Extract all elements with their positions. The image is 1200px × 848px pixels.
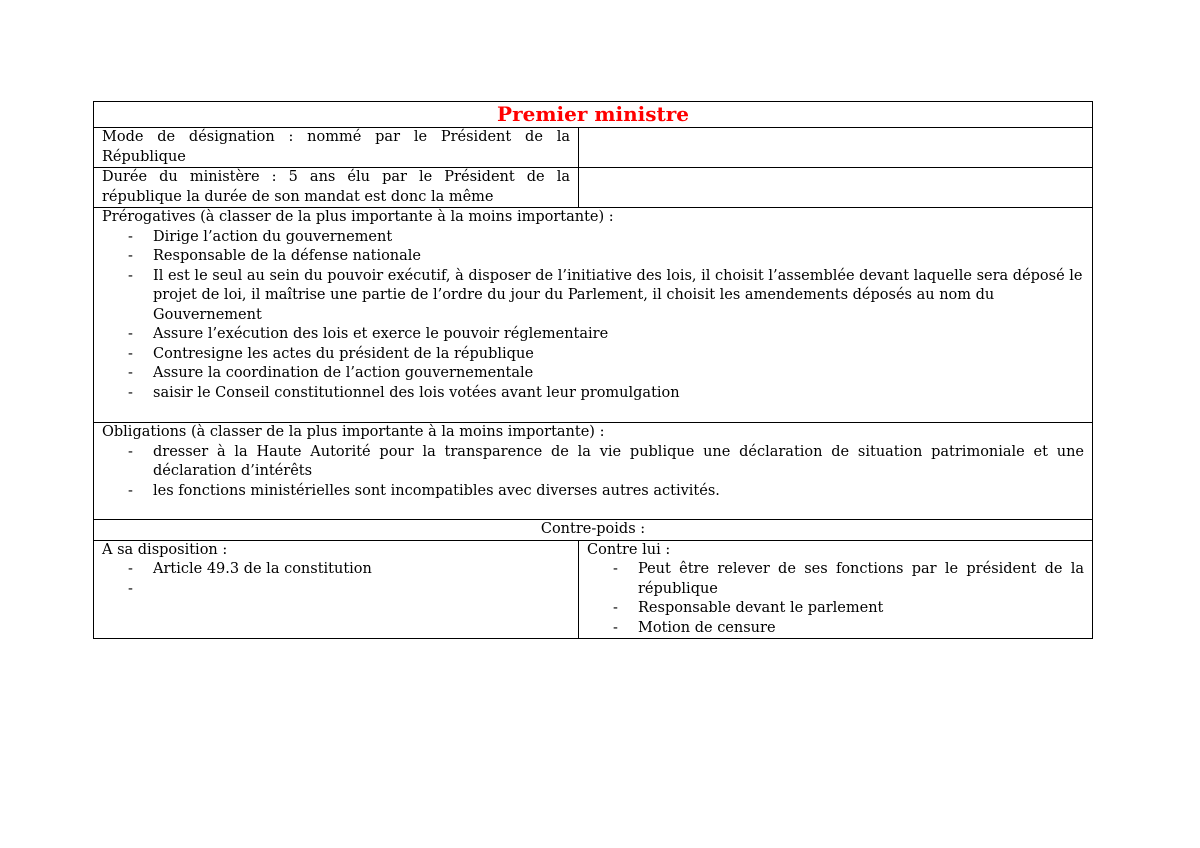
list-item: [153, 580, 570, 600]
list-item: - dresser à la Haute Autorité pour la transparence de la vie publique une déclaration de situation patrimoniale et une déclaration d’intérêts: [153, 443, 1084, 482]
list-item: - Article 49.3 de la constitution: [153, 560, 570, 580]
duree-row: [94, 168, 1093, 208]
duree-cell: Durée du ministère : 5 ans élu par le Président de la république la durée de son mandat est donc la même: [94, 168, 579, 208]
list-item: - Peut être relever de ses fonctions par le président de la république: [638, 560, 1084, 599]
list-item: - Dirige l’action du gouvernement: [153, 228, 1084, 248]
title-row: [94, 102, 1093, 128]
contrepoids-detail-row: [94, 540, 1093, 639]
obligations-heading: Obligations (à classer de la plus importante à la moins importante) :: [102, 424, 605, 440]
contrepoids-row: [94, 520, 1093, 541]
prerogatives-cell: [94, 208, 1093, 423]
prerogatives-list: [102, 228, 1084, 404]
disposition-heading: A sa disposition :: [102, 541, 228, 558]
disposition-list: [102, 560, 570, 599]
list-item: - saisir le Conseil constitutionnel des lois votées avant leur promulgation: [153, 384, 1084, 404]
prerogatives-heading: Prérogatives (à classer de la plus importante à la moins importante) :: [102, 209, 614, 225]
list-item: - Assure l’exécution des lois et exerce le pouvoir réglementaire: [153, 325, 1084, 345]
premier-ministre-table: [93, 101, 1093, 639]
prerogatives-row: [94, 208, 1093, 423]
obligations-list: [102, 443, 1084, 502]
list-item: - Responsable devant le parlement: [638, 599, 1084, 619]
obligations-cell: [94, 423, 1093, 520]
duree-value-cell: [579, 168, 1093, 208]
designation-cell: Mode de désignation : nommé par le Président de la République: [94, 128, 579, 168]
designation-value-cell: [579, 128, 1093, 168]
designation-row: [94, 128, 1093, 168]
list-item: - Assure la coordination de l’action gouvernementale: [153, 364, 1084, 384]
table-title: Premier ministre: [94, 102, 1093, 128]
contre-heading: Contre lui :: [587, 541, 671, 558]
contre-list: [587, 560, 1084, 638]
list-item: - Il est le seul au sein du pouvoir exécutif, à disposer de l’initiative des lois, il choisit l’assemblée devant laquelle sera déposé le projet de loi, il maîtrise une partie de l’ordre du jour du Parlement, il choisit les amendements déposés au nom du Gouvernement: [153, 267, 1084, 326]
list-item: - Motion de censure: [638, 619, 1084, 639]
list-item: - Responsable de la défense nationale: [153, 247, 1084, 267]
list-item: - Contresigne les actes du président de la république: [153, 345, 1084, 365]
list-item: - les fonctions ministérielles sont incompatibles avec diverses autres activités.: [153, 482, 1084, 502]
disposition-cell: [94, 540, 579, 639]
obligations-row: [94, 423, 1093, 520]
contrepoids-heading: Contre-poids :: [94, 520, 1093, 541]
contre-cell: [579, 540, 1093, 639]
